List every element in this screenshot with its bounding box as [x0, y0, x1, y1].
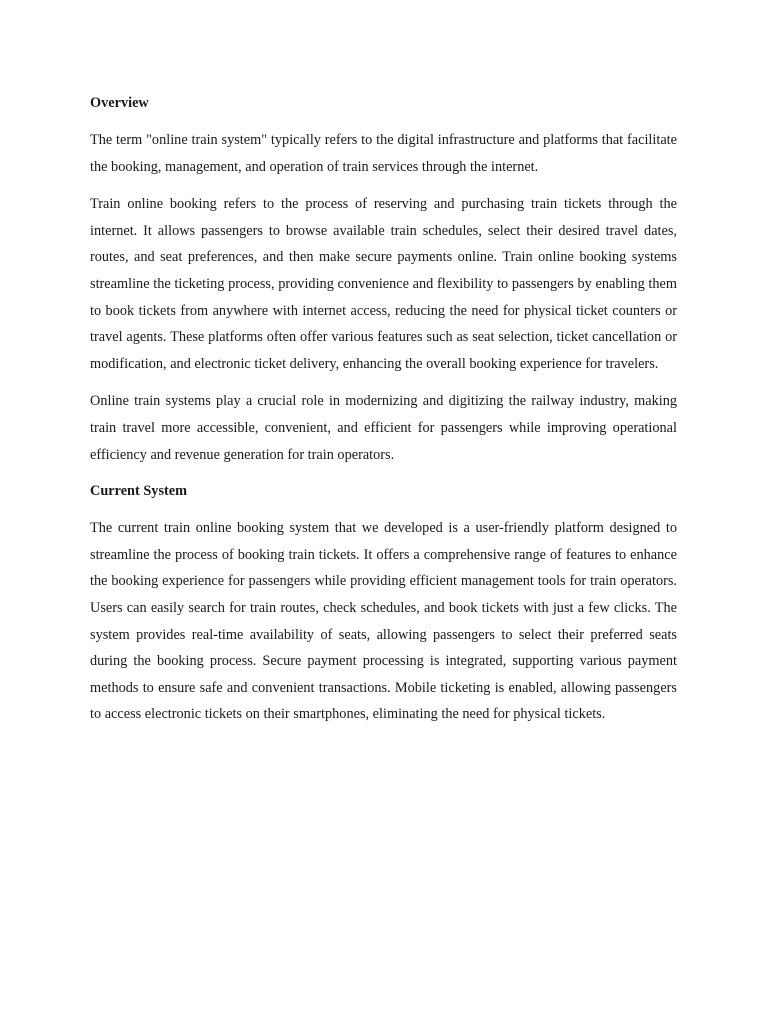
section-heading-overview: Overview — [90, 95, 149, 111]
overview-paragraph-3: Online train systems play a crucial role in modernizing and digitizing the railway industry, making train travel more accessible, convenient, and efficient for passengers while improving operational efficiency and revenue generation for train operators. — [90, 393, 677, 463]
current-system-paragraph-1: The current train online booking system that we developed is a user-friendly platform designed to streamline the process of booking train tickets. It offers a comprehensive range of features to enhance the booking experience for passengers while providing efficient management tools for train operators. Users can easily search for train routes, check schedules, and book tickets with just a few clicks. The system provides real-time availability of seats, allowing passengers to select their preferred seats during the booking process. Secure payment processing is integrated, supporting various payment methods to ensure safe and convenient transactions. Mobile ticketing is enabled, allowing passengers to access electronic tickets on their smartphones, eliminating the need for physical tickets. — [90, 520, 677, 723]
overview-paragraph-1: The term "online train system" typically refers to the digital infrastructure and platforms that facilitate the booking, management, and operation of train services through the internet. — [90, 132, 677, 175]
document-page — [90, 91, 677, 739]
section-heading-current-system: Current System — [90, 483, 188, 500]
overview-paragraph-2: Train online booking refers to the process of reserving and purchasing train tickets through the internet. It allows passengers to browse available train schedules, select their desired travel dates, routes, and seat preferences, and then make secure payments online. Train online booking systems streamline the ticketing process, providing convenience and flexibility to passengers by enabling them to book tickets from anywhere with internet access, reducing the need for physical ticket counters or travel agents. These platforms often offer various features such as seat selection, ticket cancellation or modification, and electronic ticket delivery, enhancing the overall booking experience for travelers. — [90, 196, 677, 372]
